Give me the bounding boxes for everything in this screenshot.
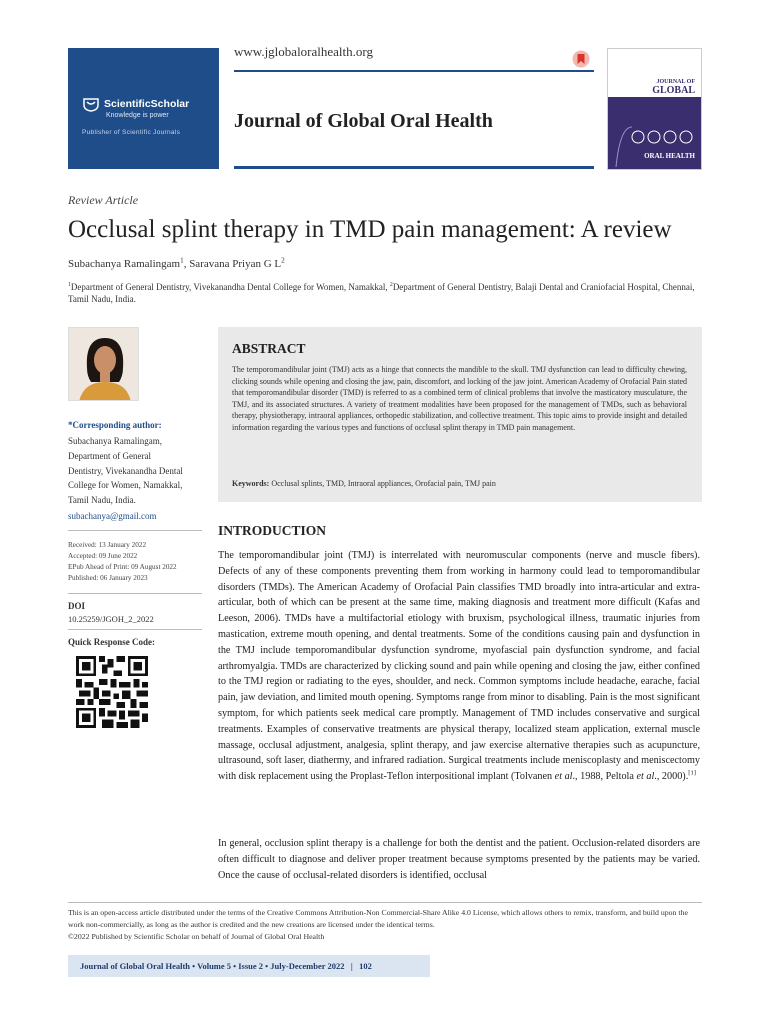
footer-citation (80, 961, 372, 971)
license-text (68, 907, 702, 942)
sidebar-divider (68, 593, 202, 594)
publisher-tagline: Knowledge is power (106, 112, 169, 119)
affiliation-1: Department of General Dentistry, Vivekanandha Dental College for Women, Namakkal, (70, 282, 390, 292)
article-title: Occlusal splint therapy in TMD pain management: A review (68, 216, 672, 243)
corr-line: Tamil Nadu, India. (68, 495, 136, 506)
publisher-logo (68, 48, 219, 169)
article-type: Review Article (68, 193, 139, 207)
page-separator: | (350, 961, 353, 971)
journal-cover-image (607, 48, 702, 170)
et-al: et al (636, 771, 655, 783)
introduction-paragraph-2: In general, occlusion splint therapy is a challenge for both the dentist and the patient. Occlusion-related disorders are often difficult to diagnose and deliver proper treatment because symptoms presented by the patients may be varied. Once the cause of occlusal-related disorders is identified, occlusal (218, 838, 700, 881)
author-name: Saravana Priyan G L (189, 258, 282, 270)
qr-code-icon[interactable] (76, 656, 148, 728)
keywords (232, 479, 687, 488)
bookmark-icon[interactable] (572, 50, 590, 68)
footer-citation-bar (68, 955, 430, 977)
article-dates (68, 540, 177, 584)
abstract-text: The temporomandibular joint (TMJ) acts as a hinge that connects the mandible to the skull. TMJ dysfunction can lead to difficulty chewing, clicking sounds while opening and closing the jaw, pain, discomfort, and locking of the jaw joint. American Academy of Orofacial Pain stated that temporomandibular disorder (TMD) is referred to as a combined term of clinical problems that involve the masticatory musculature, the TMJ, and its associated structures. A variety of treatment modalities have been proposed for the management of TMDs, such as behavioral therapy, physiotherapy, intraoral appliances, orthopedic stabilization, and collective treatment. This topic aims to provide insight and detailed information regarding the various types and functions of occlusal splint therapy in TMD pain management. (232, 365, 687, 432)
license-statement: This is an open-access article distributed under the terms of the Creative Commons Attribution-Non Commercial-Share Alike 4.0 License, which allows others to remix, transform, and build upon the work non-commercially, as long as the author is credited and the new creations are licensed under the identical terms. (68, 908, 688, 929)
date-accepted: Accepted: 09 June 2022 (68, 552, 138, 560)
date-published: Published: 06 January 2023 (68, 574, 148, 582)
cover-graphic (608, 97, 701, 169)
et-al: et al (554, 771, 573, 783)
doi-link[interactable]: 10.25259/JGOH_2_2022 (68, 614, 154, 624)
journal-title: Journal of Global Oral Health (234, 110, 493, 132)
abstract-heading: ABSTRACT (232, 341, 306, 356)
author-name: Subachanya Ramalingam (68, 258, 181, 270)
author-sup: 1 (180, 256, 184, 265)
keywords-list: Occlusal splints, TMD, Intraoral appliances, Orofacial pain, TMJ pain (271, 479, 496, 488)
sidebar-divider (68, 629, 202, 630)
keywords-label: Keywords: (232, 479, 270, 488)
reference-link[interactable]: [1] (688, 769, 696, 777)
publisher-subtitle: Publisher of Scientific Journals (82, 129, 181, 136)
corr-line: Dentistry, Vivekanandha Dental (68, 465, 183, 476)
header-divider-bottom (234, 166, 594, 169)
header-divider (234, 70, 594, 72)
date-epub: EPub Ahead of Print: 09 August 2022 (68, 563, 177, 571)
copyright-statement: ©2022 Published by Scientific Scholar on behalf of Journal of Global Oral Health (68, 931, 325, 941)
introduction-paragraph-1 (218, 548, 700, 785)
para-text: ., 2000). (654, 771, 689, 783)
affiliation-2: Department of General Dentistry, Balaji Dental and Craniofacial Hospital, Chennai, Tamil Nadu, India. (68, 282, 695, 304)
author-photo (68, 327, 139, 401)
corresponding-author-label: *Corresponding author: (68, 420, 162, 430)
scholar-logo-icon (82, 96, 100, 112)
cover-line-2: GLOBAL (652, 85, 695, 96)
introduction-heading: INTRODUCTION (218, 523, 327, 538)
author-sup: 2 (281, 256, 285, 265)
cover-line-1: JOURNAL OF (656, 79, 695, 85)
sidebar-divider (68, 530, 202, 531)
para-text: ., 1988, Peltola (572, 771, 637, 783)
date-received: Received: 13 January 2022 (68, 541, 147, 549)
corr-line: Subachanya Ramalingam, (68, 436, 162, 446)
corresponding-author-details (68, 434, 208, 508)
corr-line: Department of General (68, 450, 151, 461)
author-email-link[interactable]: subachanya@gmail.com (68, 511, 157, 521)
author-list: Subachanya Ramalingam$^1$, Saravana Priyan G $L^2$ (68, 256, 285, 270)
page-number: 102 (359, 961, 372, 971)
corr-line: College for Women, Namakkal, (68, 480, 183, 491)
journal-url[interactable]: www.jglobaloralhealth.org (234, 44, 373, 59)
affil-sup: 1 (68, 282, 71, 288)
footer-divider (68, 902, 702, 903)
citation-text: Journal of Global Oral Health • Volume 5 • Issue 2 • July-December 2022 (80, 961, 345, 971)
publisher-brand: ScientificScholar (104, 98, 190, 110)
affil-sup: 2 (389, 282, 393, 288)
qr-code-label: Quick Response Code: (68, 637, 156, 647)
para-text: The temporomandibular joint (TMJ) is interrelated with neuromuscular components (nerve and muscle fibers). Defects of any of these components preventing them from working in harmony could lead to temporomandibular disorders (TMDs). The American Academy of Orofacial Pain classifies TMD broadly into intra-articular and extra-articular, both of which can be present at the same time, making diagnosis and treatment more difficult (Kafas and Leeson, 2006). TMDs have a multifactorial etiology with bruxism, psychological illness, traumatic injuries from mastication, extreme mouth opening, and dental treatments. Some of the conditions causing pain and dysfunction in the TMJ include temporomandibular dysfunction syndrome, myofascial pain dysfunction syndrome, and facial arthromyalgia. TMDs are characterized by clicking sound and pain while opening and closing the jaw, either confined to the TMJ region or radiating to the eyes, shoulder, and neck. Common symptoms include headache, earache, facial pain, jaw deviation, and limited mouth opening. Symptoms range from minor to disabling. Pain is the most significant symptom, for which patients seek medical care promptly. Management of TMD includes conservative and surgical treatments. Examples of conservative treatments are physical therapy, localized steam application, external muscle massage, occlusal adjustment, analgesia, splint therapy, and jaw exercise alternative therapies such as acupuncture, ultrasound, soft laser, diathermy, and infrared radiation. Surgical treatments include meniscoplasty and meniscectomy with disk replacement using the Proplast-Teflon interpositional implant (Tolvanen (218, 550, 700, 783)
cover-line-3: ORAL HEALTH (644, 152, 695, 160)
doi-label: DOI (68, 601, 86, 611)
affiliations (68, 281, 703, 305)
